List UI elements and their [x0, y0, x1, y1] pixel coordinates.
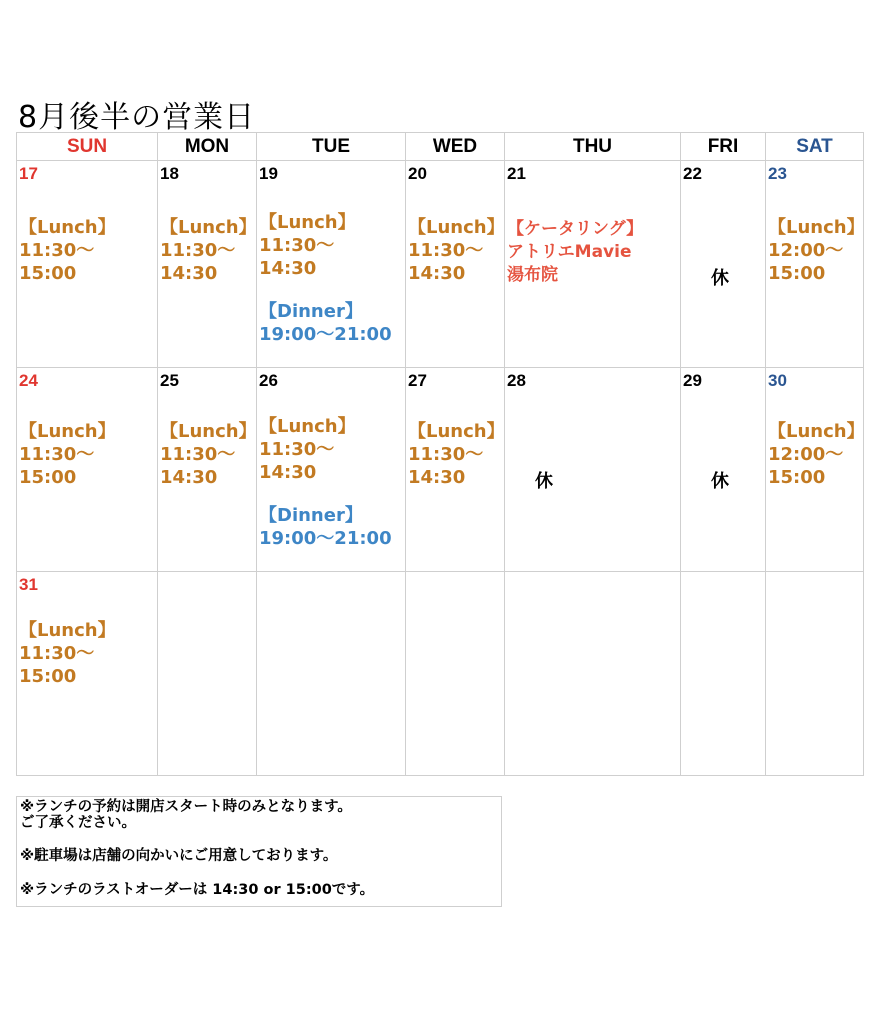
weekday-sun: SUN	[17, 133, 158, 161]
lunch-hours: 【Lunch】 11:30〜 15:00	[19, 217, 116, 284]
day-cell	[257, 161, 406, 368]
day-cell	[505, 572, 681, 776]
note-parking: ※駐車場は店舗の向かいにご用意しております。	[20, 848, 338, 864]
week-row	[17, 572, 864, 776]
note-reservation: ※ランチの予約は開店スタート時のみとなります。	[20, 799, 352, 815]
day-cell	[505, 161, 681, 368]
dinner-hours: 【Dinner】 19:00〜21:00	[259, 505, 392, 549]
day-cell	[766, 572, 864, 776]
weekday-header	[17, 133, 864, 161]
day-cell	[766, 161, 864, 368]
calendar	[16, 132, 864, 776]
lunch-hours: 【Lunch】 11:30〜 14:30	[259, 212, 356, 279]
day-cell	[406, 572, 505, 776]
week-row	[17, 368, 864, 572]
day-cell	[158, 368, 257, 572]
day-number: 26	[259, 371, 278, 390]
catering-info: 【ケータリング】 アトリエMavie 湯布院	[507, 219, 644, 285]
lunch-hours: 【Lunch】 11:30〜 14:30	[408, 217, 505, 284]
lunch-hours: 【Lunch】 12:00〜 15:00	[768, 421, 865, 488]
day-cell	[681, 161, 766, 368]
lunch-hours: 【Lunch】 11:30〜 15:00	[19, 421, 116, 488]
closed-mark: 休	[711, 268, 729, 289]
day-cell	[681, 368, 766, 572]
day-cell	[17, 368, 158, 572]
day-cell	[17, 161, 158, 368]
day-number: 29	[683, 371, 702, 390]
lunch-hours: 【Lunch】 12:00〜 15:00	[768, 217, 865, 284]
day-number: 27	[408, 371, 427, 390]
day-cell	[17, 572, 158, 776]
weekday-wed: WED	[406, 133, 505, 161]
closed-mark: 休	[711, 471, 729, 492]
note-last-order: ※ランチのラストオーダーは 14:30 or 15:00です。	[20, 881, 375, 898]
day-cell	[158, 572, 257, 776]
lunch-hours: 【Lunch】 11:30〜 14:30	[259, 416, 356, 483]
day-number: 17	[19, 164, 38, 183]
day-cell	[406, 368, 505, 572]
day-number: 25	[160, 371, 179, 390]
day-number: 28	[507, 371, 526, 390]
lunch-hours: 【Lunch】 11:30〜 14:30	[160, 217, 257, 284]
day-number: 19	[259, 164, 278, 183]
week-row	[17, 161, 864, 368]
day-number: 20	[408, 164, 427, 183]
page-title: 8月後半の営業日	[18, 100, 256, 135]
lunch-hours: 【Lunch】 11:30〜 15:00	[19, 620, 116, 687]
weekday-thu: THU	[505, 133, 681, 161]
note-reservation-cont: ご了承ください。	[20, 814, 136, 831]
day-number: 24	[19, 371, 38, 390]
dinner-hours: 【Dinner】 19:00〜21:00	[259, 301, 392, 345]
day-cell	[505, 368, 681, 572]
weekday-sat: SAT	[766, 133, 864, 161]
weekday-mon: MON	[158, 133, 257, 161]
weekday-tue: TUE	[257, 133, 406, 161]
day-number: 31	[19, 575, 38, 594]
day-cell	[257, 368, 406, 572]
day-cell	[766, 368, 864, 572]
day-cell	[681, 572, 766, 776]
day-number: 18	[160, 164, 179, 183]
lunch-hours: 【Lunch】 11:30〜 14:30	[408, 421, 505, 488]
closed-mark: 休	[535, 471, 553, 492]
day-number: 30	[768, 371, 787, 390]
weekday-fri: FRI	[681, 133, 766, 161]
day-cell	[406, 161, 505, 368]
day-number: 22	[683, 164, 702, 183]
notes-box	[16, 796, 502, 907]
day-number: 21	[507, 164, 526, 183]
day-number: 23	[768, 164, 787, 183]
day-cell	[257, 572, 406, 776]
lunch-hours: 【Lunch】 11:30〜 14:30	[160, 421, 257, 488]
day-cell	[158, 161, 257, 368]
